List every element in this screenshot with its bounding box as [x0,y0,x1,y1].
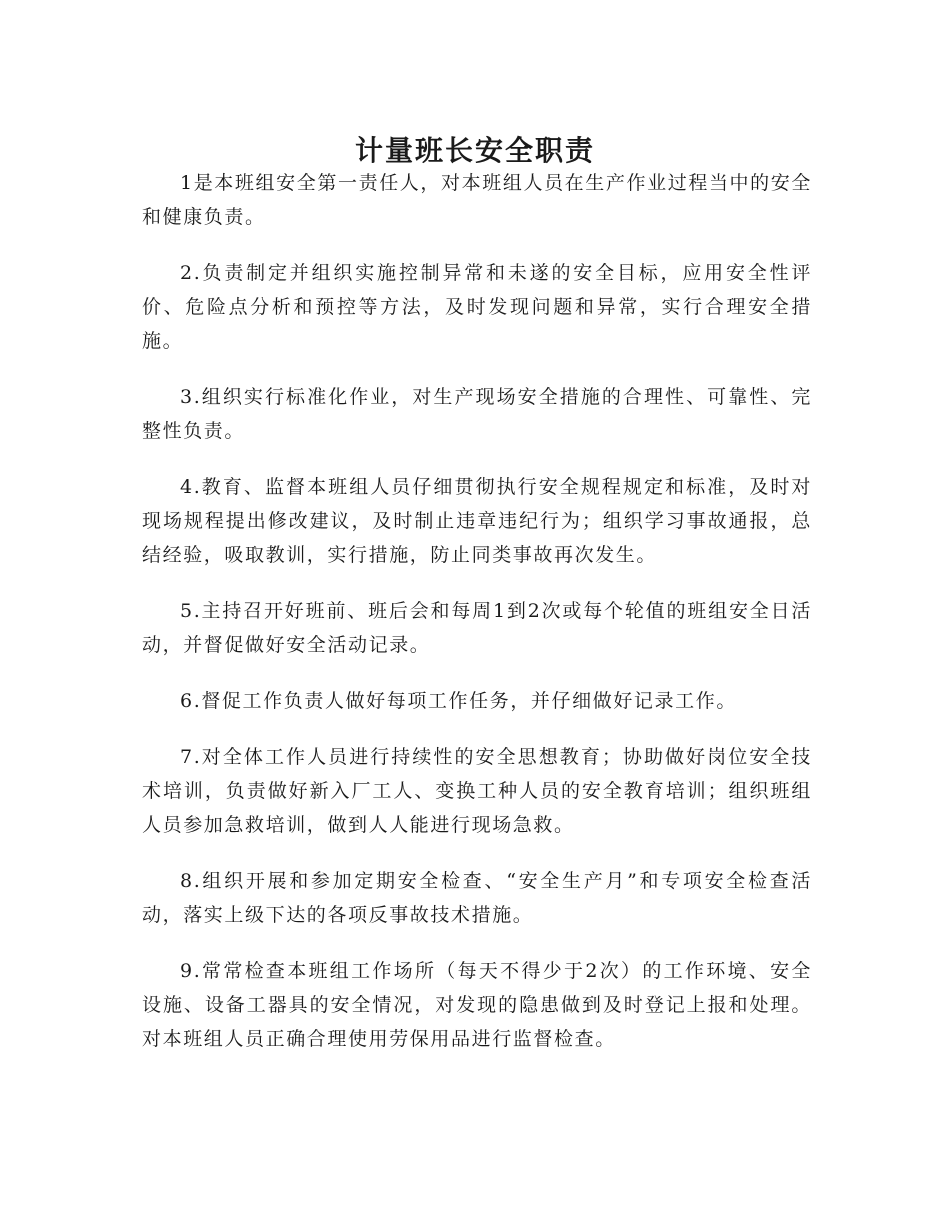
paragraph-3: 3.组织实行标准化作业，对生产现场安全措施的合理性、可靠性、完整性负责。 [142,386,812,442]
paragraph-4: 4.教育、监督本班组人员仔细贯彻执行安全规程规定和标准，及时对现场规程提出修改建议，及时制止违章违纪行为；组织学习事故通报，总结经验，吸取教训，实行措施，防止同类事故再次发生。 [142,476,812,566]
paragraph-1: 1是本班组安全第一责任人，对本班组人员在生产作业过程当中的安全和健康负责。 [142,172,812,228]
paragraph-9: 9.常常检查本班组工作场所（每天不得少于2次）的工作环境、安全设施、设备工器具的安全情况，对发现的隐患做到及时登记上报和处理。对本班组人员正确合理使用劳保用品进行监督检查。 [142,960,812,1050]
paragraph-2: 2.负责制定并组织实施控制异常和未遂的安全目标，应用安全性评价、危险点分析和预控等方法，及时发现问题和异常，实行合理安全措施。 [142,262,812,352]
document-title: 计量班长安全职责 [354,133,595,167]
paragraph-7: 7.对全体工作人员进行持续性的安全思想教育；协助做好岗位安全技术培训，负责做好新入厂工人、变换工种人员的安全教育培训；组织班组人员参加急救培训，做到人人能进行现场急救。 [142,746,812,836]
document-body [142,166,812,1078]
paragraph-8: 8.组织开展和参加定期安全检查、“安全生产月”和专项安全检查活动，落实上级下达的各项反事故技术措施。 [142,870,812,926]
paragraph-5: 5.主持召开好班前、班后会和每周1到2次或每个轮值的班组安全日活动，并督促做好安全活动记录。 [142,600,812,656]
paragraph-6: 6.督促工作负责人做好每项工作任务，并仔细做好记录工作。 [180,690,737,712]
